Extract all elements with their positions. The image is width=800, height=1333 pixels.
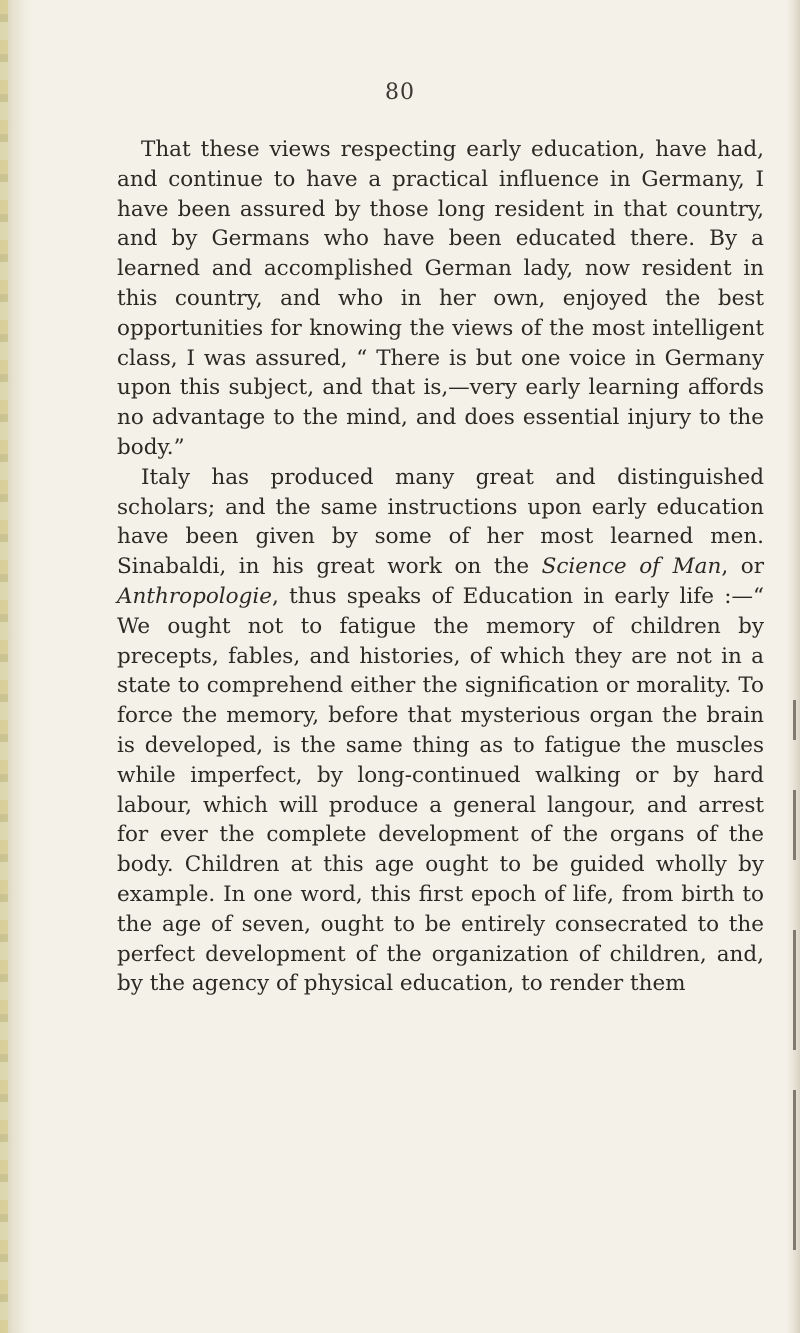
paragraph-text: Italy has produced many great and distinguished scholars; and the same instructions upon early education have been given by some of her most learned men. Sinabaldi, in his great work on the: [117, 464, 764, 580]
paragraph: [117, 135, 764, 463]
scan-right-edge: [786, 0, 800, 1333]
page-number: 80: [385, 80, 415, 105]
book-title: Anthropologie: [117, 583, 272, 609]
scan-ink-mark: [793, 930, 796, 1050]
scan-ink-mark: [793, 1090, 796, 1250]
scan-ink-mark: [793, 700, 796, 740]
paragraph: [117, 463, 764, 999]
scan-left-edge: [0, 0, 34, 1333]
scan-ink-mark: [793, 790, 796, 860]
paragraph-text: , thus speaks of Education in early life :—“ We ought not to fatigue the memory of children by precepts, fables, and histories, of which they are not in a state to comprehend either the signification or morality. To force the memory, before that mysterious organ the brain is developed, is the same thing as to fatigue the muscles while imperfect, by long-continued walking or by hard labour, which will produce a general langour, and arrest for ever the complete development of the organs of the body. Children at this age ought to be guided wholly by example. In one word, this first epoch of life, from birth to the age of seven, ought to be entirely consecrated to the perfect development of the organization of children, and, by the agency of physical education, to render them: [117, 583, 764, 997]
book-title: Science of Man: [541, 554, 722, 580]
paragraph-text: That these views respecting early education, have had, and continue to have a practical influence in Germany, I have been assured by those long resident in that country, and by Germans who have been educated there. By a learned and accomplished German lady, now resident in this country, and who in her own, enjoyed the best opportunities for knowing the views of the most intelligent class, I was assured, “ There is but one voice in Germany upon this subject, and that is,—very early learning affords no advantage to the mind, and does essential injury to the body.”: [117, 137, 764, 460]
paragraph-text: , or: [721, 554, 764, 580]
page-body-text: [117, 135, 764, 999]
